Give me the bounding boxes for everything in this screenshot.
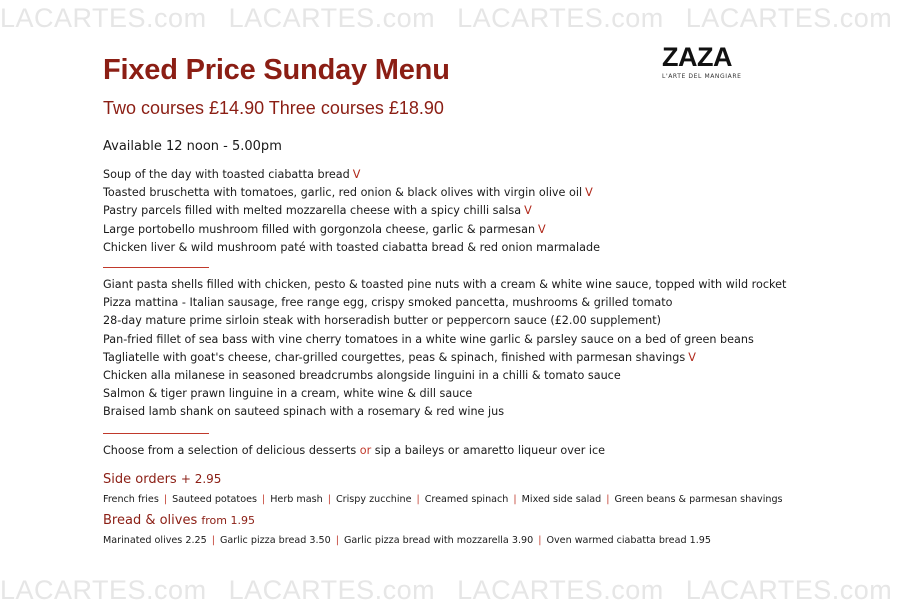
dish-text: 28-day mature prime sirloin steak with horseradish butter or peppercorn sauce (£2.00 supplement) xyxy=(103,314,662,328)
dish-text: Chicken liver & wild mushroom paté with toasted ciabatta bread & red onion marmalade xyxy=(103,240,600,254)
side-orders-price: + 2.95 xyxy=(180,472,222,486)
pipe-separator: | xyxy=(513,494,517,505)
bread-olives-label: Bread & olives xyxy=(103,513,198,528)
list-item xyxy=(103,294,789,312)
watermark-text: LACARTES.com xyxy=(228,575,436,605)
list-item xyxy=(103,349,789,367)
vegetarian-mark: V xyxy=(585,186,593,200)
side-orders-label: Side orders xyxy=(103,472,177,487)
bread-olives-list xyxy=(103,535,711,546)
list-item xyxy=(103,276,789,294)
vegetarian-mark: V xyxy=(352,168,361,181)
dish-text: Pan-fried fillet of sea bass with vine cherry tomatoes in a white wine garlic & parsley sauce on a bed of green beans xyxy=(103,332,754,346)
mains-list xyxy=(103,276,789,422)
section-divider xyxy=(103,267,209,268)
dish-text: Pastry parcels filled with melted mozzarella cheese with a spicy chilli salsa xyxy=(103,204,522,218)
watermark-text: LACARTES.com xyxy=(228,3,436,33)
watermark-bottom xyxy=(0,575,893,606)
list-item xyxy=(103,166,603,184)
list-item xyxy=(103,385,789,403)
side-orders-heading xyxy=(103,472,221,487)
desserts-text-after: sip a baileys or amaretto liqueur over ice xyxy=(374,444,606,457)
pipe-separator: | xyxy=(163,494,168,505)
dish-text: Chicken alla milanese in seasoned breadcrumbs alongside linguini in a chilli & tomato sauce xyxy=(103,369,621,383)
logo-tagline: L'ARTE DEL MANGIARE xyxy=(662,73,742,80)
two-courses-price: Two courses £14.90 xyxy=(103,98,265,118)
pipe-separator: | xyxy=(416,494,420,505)
list-item xyxy=(103,312,789,330)
pipe-separator: | xyxy=(261,494,266,505)
side-item: Sauteed potatoes xyxy=(172,494,257,505)
dish-text: Tagliatelle with goat's cheese, char-grilled courgettes, peas & spinach, finished with parmesan shavings xyxy=(103,350,686,364)
watermark-text: LACARTES.com xyxy=(457,575,664,605)
starters-list xyxy=(103,166,603,257)
list-item xyxy=(103,184,603,202)
watermark-text: LACARTES.com xyxy=(0,3,207,33)
bread-item: Garlic pizza bread with mozzarella 3.90 xyxy=(343,535,534,546)
pipe-separator: | xyxy=(211,535,215,546)
dish-text: Large portobello mushroom filled with gorgonzola cheese, garlic & parmesan xyxy=(103,222,536,236)
side-item: Creamed spinach xyxy=(424,494,509,505)
list-item xyxy=(103,239,603,257)
dish-text: Braised lamb shank on sauteed spinach with a rosemary & red wine jus xyxy=(103,405,505,419)
dish-text: Salmon & tiger prawn linguine in a cream, white wine & dill sauce xyxy=(103,387,473,401)
restaurant-logo xyxy=(662,43,742,80)
bread-olives-price: from 1.95 xyxy=(201,514,255,527)
desserts-or: or xyxy=(359,444,372,457)
desserts-text: Choose from a selection of delicious desserts xyxy=(103,444,357,457)
dish-text: Soup of the day with toasted ciabatta bread xyxy=(103,168,350,181)
side-item: Green beans & parmesan shavings xyxy=(614,494,783,505)
bread-olives-heading xyxy=(103,513,255,528)
pipe-separator: | xyxy=(327,494,331,505)
watermark-top xyxy=(0,3,893,34)
watermark-text: LACARTES.com xyxy=(0,575,207,605)
dish-text: Giant pasta shells filled with chicken, pesto & toasted pine nuts with a cream & white wine sauce, topped with wild rocket xyxy=(103,278,787,291)
section-divider xyxy=(103,433,209,434)
list-item xyxy=(103,367,789,385)
three-courses-price: Three courses £18.90 xyxy=(268,98,444,118)
vegetarian-mark: V xyxy=(688,350,696,364)
desserts-line xyxy=(103,444,605,457)
bread-item: Marinated olives 2.25 xyxy=(103,535,207,546)
list-item xyxy=(103,403,789,421)
side-orders-list xyxy=(103,494,783,505)
availability-text: Available 12 noon - 5.00pm xyxy=(103,139,282,154)
list-item xyxy=(103,221,603,239)
bread-item: Garlic pizza bread 3.50 xyxy=(219,535,331,546)
vegetarian-mark: V xyxy=(524,204,532,218)
list-item xyxy=(103,202,603,220)
dish-text: Pizza mattina - Italian sausage, free range egg, crispy smoked pancetta, mushrooms & grilled tomato xyxy=(103,296,673,310)
side-item: Mixed side salad xyxy=(521,494,602,505)
side-item: French fries xyxy=(103,494,159,505)
course-prices xyxy=(103,98,444,119)
watermark-text: LACARTES.com xyxy=(457,3,664,33)
logo-word: ZAZA xyxy=(662,42,732,72)
pipe-separator: | xyxy=(538,535,542,546)
vegetarian-mark: V xyxy=(538,222,546,236)
pipe-separator: | xyxy=(335,535,339,546)
pipe-separator: | xyxy=(606,494,610,505)
dish-text: Toasted bruschetta with tomatoes, garlic, red onion & black olives with virgin olive oil xyxy=(103,186,583,200)
watermark-text: LACARTES.com xyxy=(685,575,893,605)
bread-item: Oven warmed ciabatta bread 1.95 xyxy=(546,535,711,546)
list-item xyxy=(103,331,789,349)
menu-title: Fixed Price Sunday Menu xyxy=(103,54,450,86)
watermark-text: LACARTES.com xyxy=(685,3,893,33)
side-item: Herb mash xyxy=(270,494,323,505)
side-item: Crispy zucchine xyxy=(335,494,412,505)
